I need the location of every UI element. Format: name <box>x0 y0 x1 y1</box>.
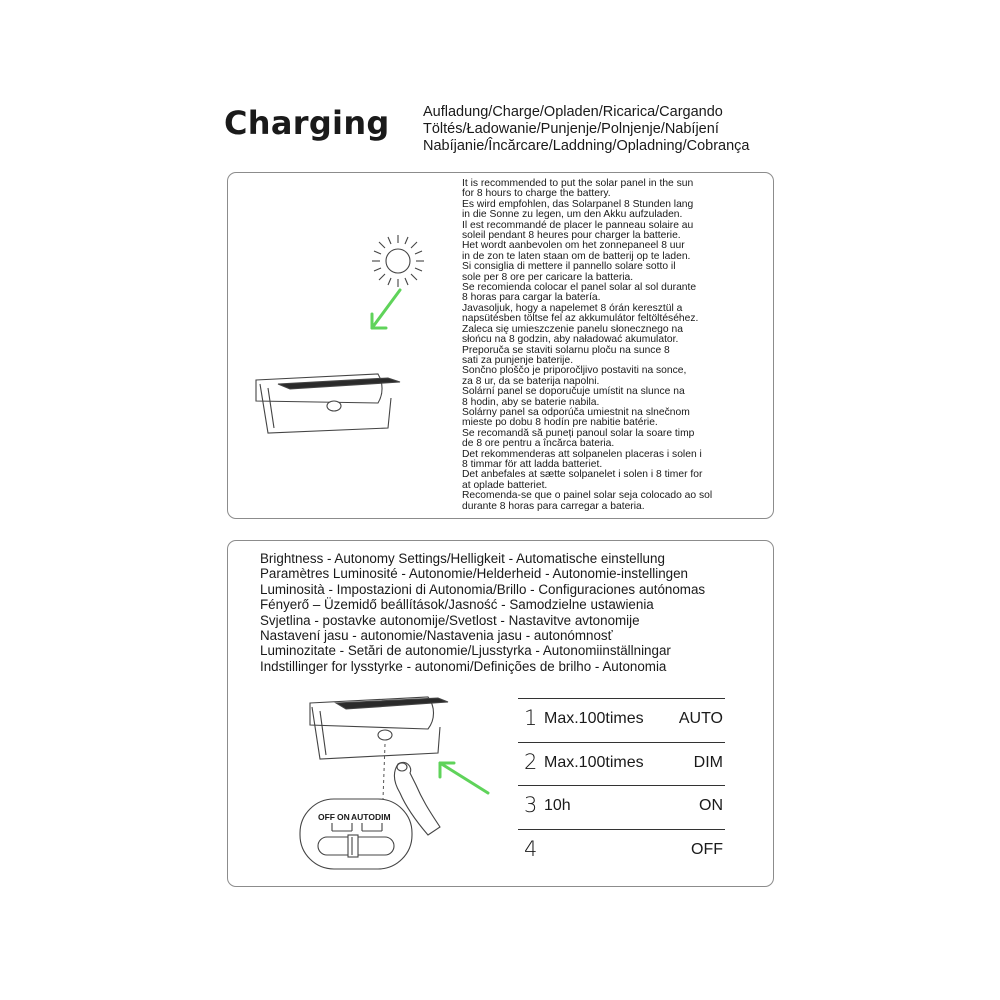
settings-line: Fényerő – Üzemidő beállítások/Jasność - Samodzielne ustawienia <box>260 597 654 613</box>
instruction-line: Het wordt aanbevolen om het zonnepaneel 8 uur <box>462 240 685 252</box>
charging-instructions <box>462 179 762 512</box>
instruction-line: Sončno ploščo je priporočljivo postaviti na sonce, <box>462 365 687 377</box>
instruction-line: 8 timmar för att ladda batteriet. <box>462 458 603 470</box>
instruction-line: soleil pendant 8 heures pour charger la batterie. <box>462 230 681 242</box>
subtitle-line: Nabíjanie/Încărcare/Laddning/Opladning/Cobrança <box>423 138 750 154</box>
settings-line: Paramètres Luminosité - Autonomie/Helderheid - Autonomie-instellingen <box>260 566 688 582</box>
mode-value: OFF <box>691 840 723 858</box>
settings-line: Indstillinger for lysstyrke - autonomi/Definições de brilho - Autonomia <box>260 658 667 674</box>
mode-value: DIM <box>693 753 723 771</box>
page-title: Charging <box>224 104 390 142</box>
dashed-guide <box>383 744 385 799</box>
charging-panel <box>227 172 774 519</box>
instruction-line: słońcu na 8 godzin, aby naładować akumulator. <box>462 334 679 346</box>
mode-number: 4 <box>524 836 538 861</box>
instruction-line: Det anbefales at sætte solpanelet i solen i 8 timer for <box>462 469 703 481</box>
mode-value: AUTO <box>678 710 723 727</box>
mode-table <box>518 698 725 872</box>
instruction-line: Zaleca się umieszczenie panelu słonecznego na <box>462 323 683 335</box>
switch-label-auto: AUTO <box>351 812 375 822</box>
solar-lamp-icon <box>310 697 448 759</box>
subtitle-line: Töltés/Ładowanie/Punjenje/Polnjenje/Nabíjení <box>423 121 719 137</box>
instruction-line: mieste po dobu 8 hodín pre nabitie batérie. <box>462 417 658 429</box>
settings-line: Luminosità - Impostazioni di Autonomia/Brillo - Configuraciones autónomas <box>260 581 706 597</box>
switch-label-dim: DIM <box>375 812 391 822</box>
settings-line: Nastavení jasu - autonomie/Nastavenia jasu - autonómnosť <box>260 628 613 644</box>
instruction-line: Preporuča se staviti solarnu ploču na sunce 8 <box>462 344 670 356</box>
mode-number: 3 <box>524 793 538 817</box>
instruction-line: 8 horas para cargar la batería. <box>462 292 601 304</box>
instruction-line: Recomenda-se que o painel solar seja colocado ao sol <box>462 490 713 502</box>
arrow-down-left-icon <box>372 290 400 328</box>
instruction-line: Se recomienda colocar el panel solar al sol durante <box>462 282 697 294</box>
instruction-line: Solární panel se doporučuje umístit na slunce na <box>462 386 685 398</box>
instruction-line: Javasoljuk, hogy a napelemet 8 órán keresztül a <box>462 302 683 314</box>
instruction-line: Il est recommandé de placer le panneau solaire au <box>462 219 694 231</box>
subtitle-line: Aufladung/Charge/Opladen/Ricarica/Cargando <box>423 104 723 120</box>
mode-row <box>518 829 725 873</box>
switch-label-on: ON <box>337 812 350 822</box>
mode-row <box>518 785 725 829</box>
mode-row <box>518 742 725 786</box>
instruction-line: Solárny panel sa odporúča umiestnit na slnečnom <box>462 406 690 418</box>
instruction-line: de 8 ore pentru a încărca bateria. <box>462 438 615 450</box>
instruction-line: Es wird empfohlen, das Solarpanel 8 Stunden lang <box>462 198 694 210</box>
settings-line: Svjetlina - postavke autonomije/Svetlost - Nastavitve avtonomije <box>260 612 640 628</box>
instruction-line: sati za punjenje baterije. <box>462 354 574 366</box>
instruction-line: It is recommended to put the solar panel in the sun <box>462 178 694 189</box>
instruction-line: at oplade batteriet. <box>462 479 548 491</box>
mode-description: Max.100times <box>544 753 644 771</box>
instruction-line: Se recomandă să puneți panoul solar la soare timp <box>462 427 695 439</box>
instruction-line: 8 hodin, aby se baterie nabila. <box>462 396 600 408</box>
instruction-line: in de zon te laten staan om de batterij op te laden. <box>462 250 691 262</box>
settings-line: Brightness - Autonomy Settings/Helligkeit - Automatische einstellung <box>260 551 665 566</box>
mode-number: 1 <box>524 706 538 730</box>
instruction-line: za 8 ur, da se baterija napolni. <box>462 375 600 387</box>
mode-description: Max.100times <box>544 710 644 727</box>
mode-value: ON <box>699 797 723 814</box>
instruction-line: Si consiglia di mettere il pannello solare sotto il <box>462 261 676 273</box>
mode-row <box>518 698 725 742</box>
charging-illustration <box>238 228 458 438</box>
instruction-line: in die Sonne zu legen, um den Akku aufzuladen. <box>462 209 683 221</box>
instruction-line: for 8 hours to charge the battery. <box>462 188 611 200</box>
switch-label-off: OFF <box>318 812 335 822</box>
sun-icon <box>372 235 424 287</box>
mode-description: 10h <box>544 797 571 814</box>
switch-illustration <box>288 689 508 879</box>
settings-panel <box>227 540 774 887</box>
instruction-line: Det rekommenderas att solpanelen placeras i solen i <box>462 448 702 460</box>
instruction-line: sole per 8 ore per caricare la batteria. <box>462 271 634 283</box>
title-translations <box>423 104 749 155</box>
arrow-up-left-icon <box>440 763 488 793</box>
settings-line: Luminozitate - Setări de autonomie/Ljusstyrka - Autonomiinställningar <box>260 643 671 659</box>
instruction-line: napsütésben töltse fel az akkumulátor feltöltéséhez. <box>462 313 699 325</box>
instruction-line: durante 8 horas para carregar a bateria. <box>462 500 645 512</box>
mode-number: 2 <box>524 749 538 774</box>
solar-lamp-icon <box>256 374 400 433</box>
settings-heading <box>260 551 705 674</box>
switch-icon <box>300 799 412 869</box>
